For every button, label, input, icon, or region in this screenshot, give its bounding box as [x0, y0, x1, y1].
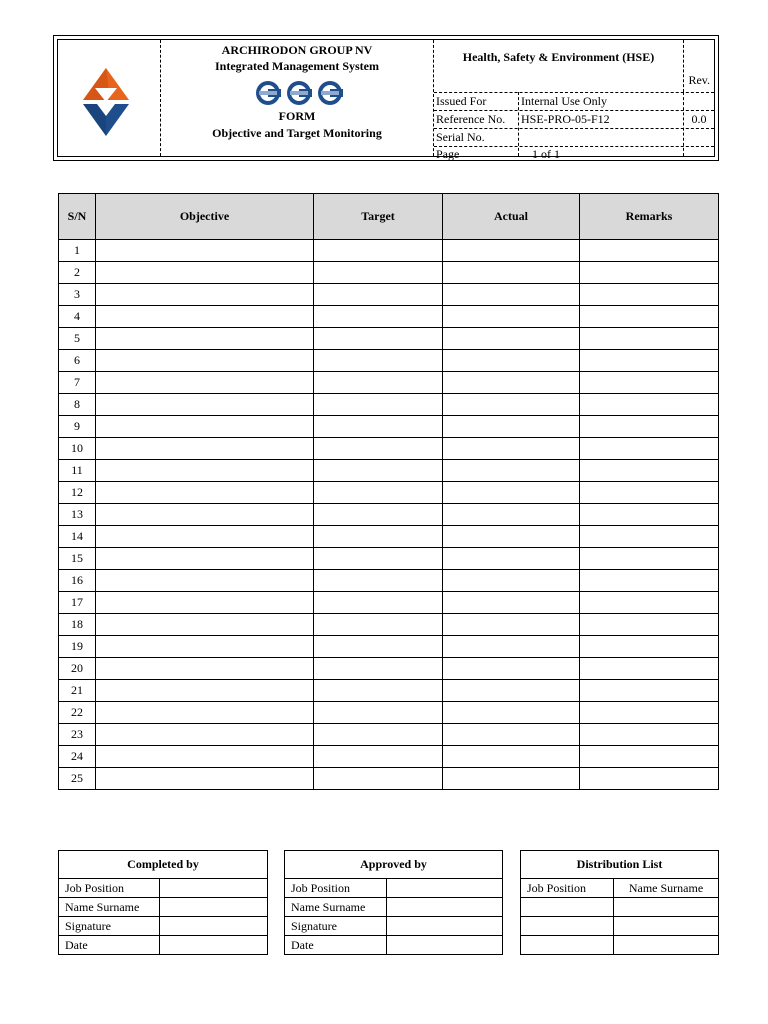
actual-cell[interactable] — [443, 658, 580, 680]
actual-cell[interactable] — [443, 526, 580, 548]
table-row — [59, 636, 719, 658]
remarks-cell[interactable] — [580, 262, 719, 284]
objective-cell[interactable] — [96, 592, 314, 614]
row-number: 17 — [59, 592, 96, 614]
objective-cell[interactable] — [96, 614, 314, 636]
target-cell[interactable] — [314, 702, 443, 724]
objective-cell[interactable] — [96, 570, 314, 592]
meta-label: Issued For — [436, 94, 487, 108]
row-number: 18 — [59, 614, 96, 636]
row-number: 4 — [59, 306, 96, 328]
title-cell — [161, 40, 434, 156]
actual-cell[interactable] — [443, 724, 580, 746]
field-label: Date — [285, 936, 387, 955]
distribution-cell[interactable] — [614, 898, 719, 917]
remarks-cell[interactable] — [580, 350, 719, 372]
column-header-sn: S/N — [59, 194, 96, 240]
table-row — [521, 936, 719, 955]
distribution-cell[interactable] — [521, 917, 614, 936]
row-number: 5 — [59, 328, 96, 350]
field-input[interactable] — [387, 879, 503, 898]
company-name: ARCHIRODON GROUP NV — [221, 43, 373, 57]
objective-cell[interactable] — [96, 768, 314, 790]
table-row — [59, 306, 719, 328]
remarks-cell[interactable] — [580, 724, 719, 746]
column-header-target: Target — [314, 194, 443, 240]
row-number: 10 — [59, 438, 96, 460]
actual-cell[interactable] — [443, 328, 580, 350]
row-number: 8 — [59, 394, 96, 416]
table-row — [59, 460, 719, 482]
row-number: 14 — [59, 526, 96, 548]
actual-cell[interactable] — [443, 614, 580, 636]
certification-badges-icon — [254, 80, 344, 106]
logo-cell — [58, 40, 161, 156]
table-header-row — [59, 194, 719, 240]
table-row — [59, 746, 719, 768]
table-row — [59, 482, 719, 504]
target-cell[interactable] — [314, 394, 443, 416]
objective-cell[interactable] — [96, 460, 314, 482]
target-cell[interactable] — [314, 614, 443, 636]
meta-label: Reference No. — [436, 112, 506, 126]
table-row — [521, 898, 719, 917]
objective-cell[interactable] — [96, 438, 314, 460]
actual-cell[interactable] — [443, 482, 580, 504]
table-row — [59, 504, 719, 526]
actual-cell[interactable] — [443, 702, 580, 724]
target-cell[interactable] — [314, 438, 443, 460]
remarks-cell[interactable] — [580, 636, 719, 658]
table-row — [521, 879, 719, 898]
meta-row-page — [434, 146, 714, 163]
field-label: Name Surname — [285, 898, 387, 917]
objective-cell[interactable] — [96, 328, 314, 350]
target-cell[interactable] — [314, 306, 443, 328]
column-header-actual: Actual — [443, 194, 580, 240]
actual-cell[interactable] — [443, 416, 580, 438]
actual-cell[interactable] — [443, 570, 580, 592]
row-number: 15 — [59, 548, 96, 570]
remarks-cell[interactable] — [580, 328, 719, 350]
remarks-cell[interactable] — [580, 746, 719, 768]
row-number: 23 — [59, 724, 96, 746]
actual-cell[interactable] — [443, 746, 580, 768]
actual-cell[interactable] — [443, 680, 580, 702]
table-row — [59, 917, 268, 936]
table-row — [59, 570, 719, 592]
actual-cell[interactable] — [443, 460, 580, 482]
row-number: 20 — [59, 658, 96, 680]
table-row — [59, 284, 719, 306]
target-cell[interactable] — [314, 526, 443, 548]
objective-cell[interactable] — [96, 306, 314, 328]
target-cell[interactable] — [314, 768, 443, 790]
objective-cell[interactable] — [96, 240, 314, 262]
field-input[interactable] — [387, 936, 503, 955]
distribution-list-box — [520, 850, 719, 955]
actual-cell[interactable] — [443, 262, 580, 284]
table-row — [285, 898, 503, 917]
actual-cell[interactable] — [443, 592, 580, 614]
remarks-cell[interactable] — [580, 306, 719, 328]
meta-row-serial — [434, 129, 714, 147]
actual-cell[interactable] — [443, 768, 580, 790]
distribution-cell[interactable] — [614, 917, 719, 936]
row-number: 24 — [59, 746, 96, 768]
field-label: Signature — [285, 917, 387, 936]
row-number: 25 — [59, 768, 96, 790]
objective-cell[interactable] — [96, 416, 314, 438]
distribution-cell[interactable] — [614, 936, 719, 955]
row-number: 6 — [59, 350, 96, 372]
remarks-cell[interactable] — [580, 526, 719, 548]
table-row — [59, 898, 268, 917]
field-input[interactable] — [160, 936, 268, 955]
table-row — [59, 438, 719, 460]
table-body — [59, 240, 719, 790]
actual-cell[interactable] — [443, 306, 580, 328]
objective-cell[interactable] — [96, 262, 314, 284]
objective-cell[interactable] — [96, 284, 314, 306]
remarks-cell[interactable] — [580, 482, 719, 504]
field-input[interactable] — [160, 879, 268, 898]
remarks-cell[interactable] — [580, 680, 719, 702]
remarks-cell[interactable] — [580, 240, 719, 262]
row-number: 11 — [59, 460, 96, 482]
remarks-cell[interactable] — [580, 394, 719, 416]
actual-cell[interactable] — [443, 438, 580, 460]
table-row — [59, 372, 719, 394]
row-number: 3 — [59, 284, 96, 306]
meta-row-issued-for — [434, 93, 714, 111]
objective-cell[interactable] — [96, 372, 314, 394]
table-row — [59, 394, 719, 416]
target-cell[interactable] — [314, 284, 443, 306]
table-row — [521, 917, 719, 936]
approved-by-box — [284, 850, 503, 955]
field-input[interactable] — [387, 898, 503, 917]
target-cell[interactable] — [314, 350, 443, 372]
table-row — [59, 724, 719, 746]
target-cell[interactable] — [314, 504, 443, 526]
objectives-table — [58, 193, 719, 790]
table-row — [59, 879, 268, 898]
table-row — [59, 328, 719, 350]
remarks-cell[interactable] — [580, 592, 719, 614]
form-title: Objective and Target Monitoring — [212, 126, 382, 140]
remarks-cell[interactable] — [580, 416, 719, 438]
objective-cell[interactable] — [96, 658, 314, 680]
row-number: 13 — [59, 504, 96, 526]
field-label: Job Position — [59, 879, 160, 898]
field-label: Date — [59, 936, 160, 955]
target-cell[interactable] — [314, 636, 443, 658]
meta-value: HSE-PRO-05-F12 — [521, 112, 610, 126]
field-label: Job Position — [285, 879, 387, 898]
rev-label: Rev. — [688, 73, 710, 87]
actual-cell[interactable] — [443, 372, 580, 394]
objective-cell[interactable] — [96, 504, 314, 526]
column-header-objective: Objective — [96, 194, 314, 240]
target-cell[interactable] — [314, 548, 443, 570]
objective-cell[interactable] — [96, 724, 314, 746]
remarks-cell[interactable] — [580, 768, 719, 790]
page-number: 1 of 1 — [532, 147, 560, 161]
meta-row-reference — [434, 111, 714, 129]
row-number: 1 — [59, 240, 96, 262]
header-inner-frame — [57, 39, 715, 161]
remarks-cell[interactable] — [580, 548, 719, 570]
field-input[interactable] — [160, 898, 268, 917]
table-row — [285, 879, 503, 898]
objective-cell[interactable] — [96, 394, 314, 416]
objective-cell[interactable] — [96, 680, 314, 702]
meta-label: Page — [436, 147, 460, 161]
table-row — [59, 592, 719, 614]
objective-cell[interactable] — [96, 350, 314, 372]
actual-cell[interactable] — [443, 394, 580, 416]
distribution-list-title: Distribution List — [521, 851, 719, 879]
table-row — [59, 680, 719, 702]
row-number: 2 — [59, 262, 96, 284]
distribution-cell[interactable] — [521, 936, 614, 955]
actual-cell[interactable] — [443, 504, 580, 526]
table-row — [59, 262, 719, 284]
remarks-cell[interactable] — [580, 284, 719, 306]
objective-cell[interactable] — [96, 548, 314, 570]
field-input[interactable] — [160, 917, 268, 936]
actual-cell[interactable] — [443, 636, 580, 658]
objective-cell[interactable] — [96, 482, 314, 504]
remarks-cell[interactable] — [580, 438, 719, 460]
row-number: 9 — [59, 416, 96, 438]
column-header-remarks: Remarks — [580, 194, 719, 240]
table-row — [59, 548, 719, 570]
distribution-cell[interactable] — [521, 898, 614, 917]
meta-top — [434, 40, 714, 93]
target-cell[interactable] — [314, 482, 443, 504]
approved-by-title: Approved by — [285, 851, 503, 879]
actual-cell[interactable] — [443, 240, 580, 262]
actual-cell[interactable] — [443, 350, 580, 372]
target-cell[interactable] — [314, 240, 443, 262]
objective-cell[interactable] — [96, 746, 314, 768]
row-number: 21 — [59, 680, 96, 702]
target-cell[interactable] — [314, 680, 443, 702]
remarks-cell[interactable] — [580, 658, 719, 680]
form-label: FORM — [278, 109, 316, 123]
target-cell[interactable] — [314, 658, 443, 680]
remarks-cell[interactable] — [580, 614, 719, 636]
table-row — [59, 416, 719, 438]
field-input[interactable] — [387, 917, 503, 936]
target-cell[interactable] — [314, 460, 443, 482]
target-cell[interactable] — [314, 592, 443, 614]
actual-cell[interactable] — [443, 548, 580, 570]
table-row — [285, 917, 503, 936]
objective-cell[interactable] — [96, 702, 314, 724]
actual-cell[interactable] — [443, 284, 580, 306]
remarks-cell[interactable] — [580, 702, 719, 724]
table-row — [59, 936, 268, 955]
table-row — [59, 240, 719, 262]
table-row — [59, 702, 719, 724]
row-number: 7 — [59, 372, 96, 394]
meta-label: Serial No. — [436, 130, 485, 144]
row-number: 12 — [59, 482, 96, 504]
system-name: Integrated Management System — [215, 59, 379, 73]
target-cell[interactable] — [314, 416, 443, 438]
distribution-col-name-surname: Name Surname — [614, 879, 719, 898]
target-cell[interactable] — [314, 372, 443, 394]
document-header — [53, 35, 719, 161]
remarks-cell[interactable] — [580, 570, 719, 592]
objective-cell[interactable] — [96, 526, 314, 548]
field-label: Signature — [59, 917, 160, 936]
rev-number: 0.0 — [691, 112, 707, 126]
field-label: Name Surname — [59, 898, 160, 917]
table-row — [285, 936, 503, 955]
table-row — [59, 350, 719, 372]
target-cell[interactable] — [314, 570, 443, 592]
completed-by-box — [58, 850, 268, 955]
table-row — [59, 658, 719, 680]
department-title: Health, Safety & Environment (HSE) — [462, 50, 655, 64]
target-cell[interactable] — [314, 724, 443, 746]
table-row — [59, 526, 719, 548]
company-logo-icon — [83, 68, 129, 136]
row-number: 22 — [59, 702, 96, 724]
row-number: 16 — [59, 570, 96, 592]
completed-by-title: Completed by — [59, 851, 268, 879]
target-cell[interactable] — [314, 746, 443, 768]
table-row — [59, 768, 719, 790]
objective-cell[interactable] — [96, 636, 314, 658]
target-cell[interactable] — [314, 328, 443, 350]
target-cell[interactable] — [314, 262, 443, 284]
remarks-cell[interactable] — [580, 504, 719, 526]
meta-value: Internal Use Only — [521, 94, 607, 108]
remarks-cell[interactable] — [580, 372, 719, 394]
remarks-cell[interactable] — [580, 460, 719, 482]
meta-cell — [434, 40, 714, 161]
table-row — [59, 614, 719, 636]
row-number: 19 — [59, 636, 96, 658]
distribution-col-job-position: Job Position — [521, 879, 614, 898]
